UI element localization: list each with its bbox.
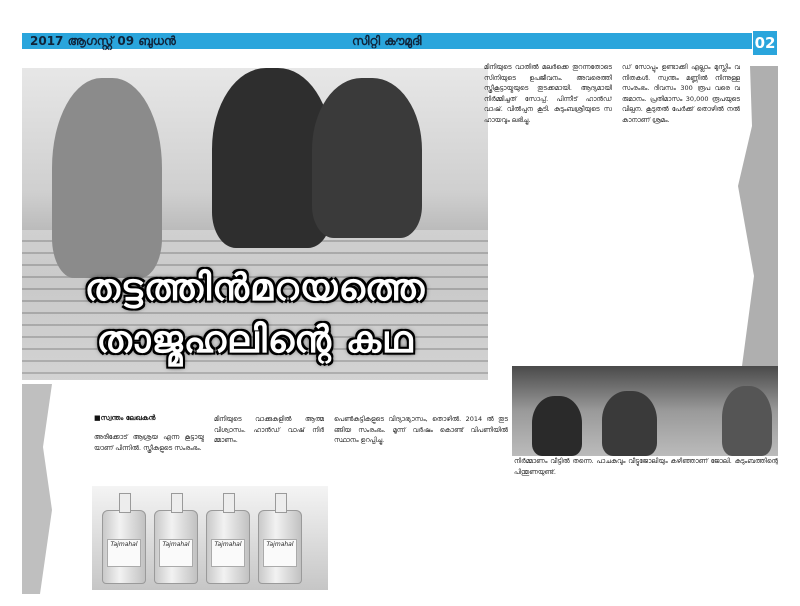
workshop-photo bbox=[512, 366, 778, 456]
article-column-c: അരീക്കോട് ആശ്രയ എന്ന കൂട്ടായ്മയാണ് പിന്നിൽ. സ്ത്രീകളുടെ സംരംഭം. bbox=[94, 433, 204, 452]
bottle-label: Tajmahal bbox=[107, 539, 141, 567]
article-column-e: പെൺകുട്ടികളുടെ വിദ്യാഭ്യാസം, തൊഴിൽ. 2014 ൽ തുടങ്ങിയ സംരംഭം. മൂന്ന് വർഷം കൊണ്ട് വിപണിയിൽ സ്ഥാനം ഉറപ്പിച്ചു. bbox=[334, 415, 508, 445]
woman-figure-left bbox=[52, 78, 162, 278]
article-column-f: നിർമ്മാണം വീട്ടിൽ തന്നെ. പാചകവും വീട്ടുജോലിയും കഴിഞ്ഞാണ് ജോലി. കുടുംബത്തിന്റെ പിന്തുണയുണ്ട്. bbox=[514, 457, 778, 476]
bottle-label: Tajmahal bbox=[211, 539, 245, 567]
issue-date: 2017 ആഗസ്റ്റ് 09 ബുധൻ bbox=[30, 34, 176, 48]
headline-line-1: തട്ടത്തിൻമറയത്തെ bbox=[84, 266, 426, 309]
page-number: 02 bbox=[752, 30, 778, 56]
article-column-d: മിനിയുടെ വാക്കുകളിൽ ആത്മവിശ്വാസം. ഹാൻഡ് വാഷ് നിർമ്മാണം. bbox=[214, 415, 324, 445]
article-column-b: ഡ് സോപ്പും ഉണ്ടാക്കി എല്ലാം മുസ്ലിം വനിതകൾ. സ്വന്തം മണ്ണിൽ നിന്നുള്ള സംരംഭം. ദിവസം 300 രൂപ വരെ വരുമാനം. പ്രതിമാസം 30,000 രൂപയുടെ വില്പന. കൂടുതൽ പേർക്ക് തൊഴിൽ നൽകാനാണ് ശ്രമം. bbox=[622, 63, 740, 124]
decorative-brush-right bbox=[738, 66, 778, 366]
decorative-brush-left bbox=[22, 384, 52, 594]
woman-figure bbox=[722, 386, 772, 456]
section-title: സിറ്റി കൗമുദി bbox=[352, 34, 422, 48]
handwash-bottle bbox=[154, 510, 198, 584]
headline-line-2: താജ്മഹലിന്റെ കഥ bbox=[96, 318, 414, 361]
byline: ■സ്വന്തം ലേഖകൻ bbox=[94, 414, 156, 422]
bottle-label: Tajmahal bbox=[159, 539, 193, 567]
handwash-bottle bbox=[206, 510, 250, 584]
article-column-a: മിനിയുടെ വാതിൽ മലർക്കെ തുറന്നതോടെ സിനിയുടെ ഉപജീവനം. അവരെത്തി സ്ത്രീകൂട്ടായ്മയുടെ തുടക്കമായി. ആദ്യമായി നിർമ്മിച്ചത് സോപ്പ്. പിന്നീട് ഹാൻഡ് വാഷ്. വിൽപ്പന കൂടി. കുടുംബശ്രീയുടെ സഹായവും ലഭിച്ചു. bbox=[484, 63, 612, 124]
headline bbox=[30, 262, 480, 366]
bottles-photo bbox=[92, 486, 328, 590]
woman-figure-right bbox=[312, 78, 422, 238]
woman-figure bbox=[532, 396, 582, 456]
handwash-bottle bbox=[102, 510, 146, 584]
woman-figure bbox=[602, 391, 657, 456]
page-header bbox=[22, 30, 778, 54]
handwash-bottle bbox=[258, 510, 302, 584]
bottle-label: Tajmahal bbox=[263, 539, 297, 567]
